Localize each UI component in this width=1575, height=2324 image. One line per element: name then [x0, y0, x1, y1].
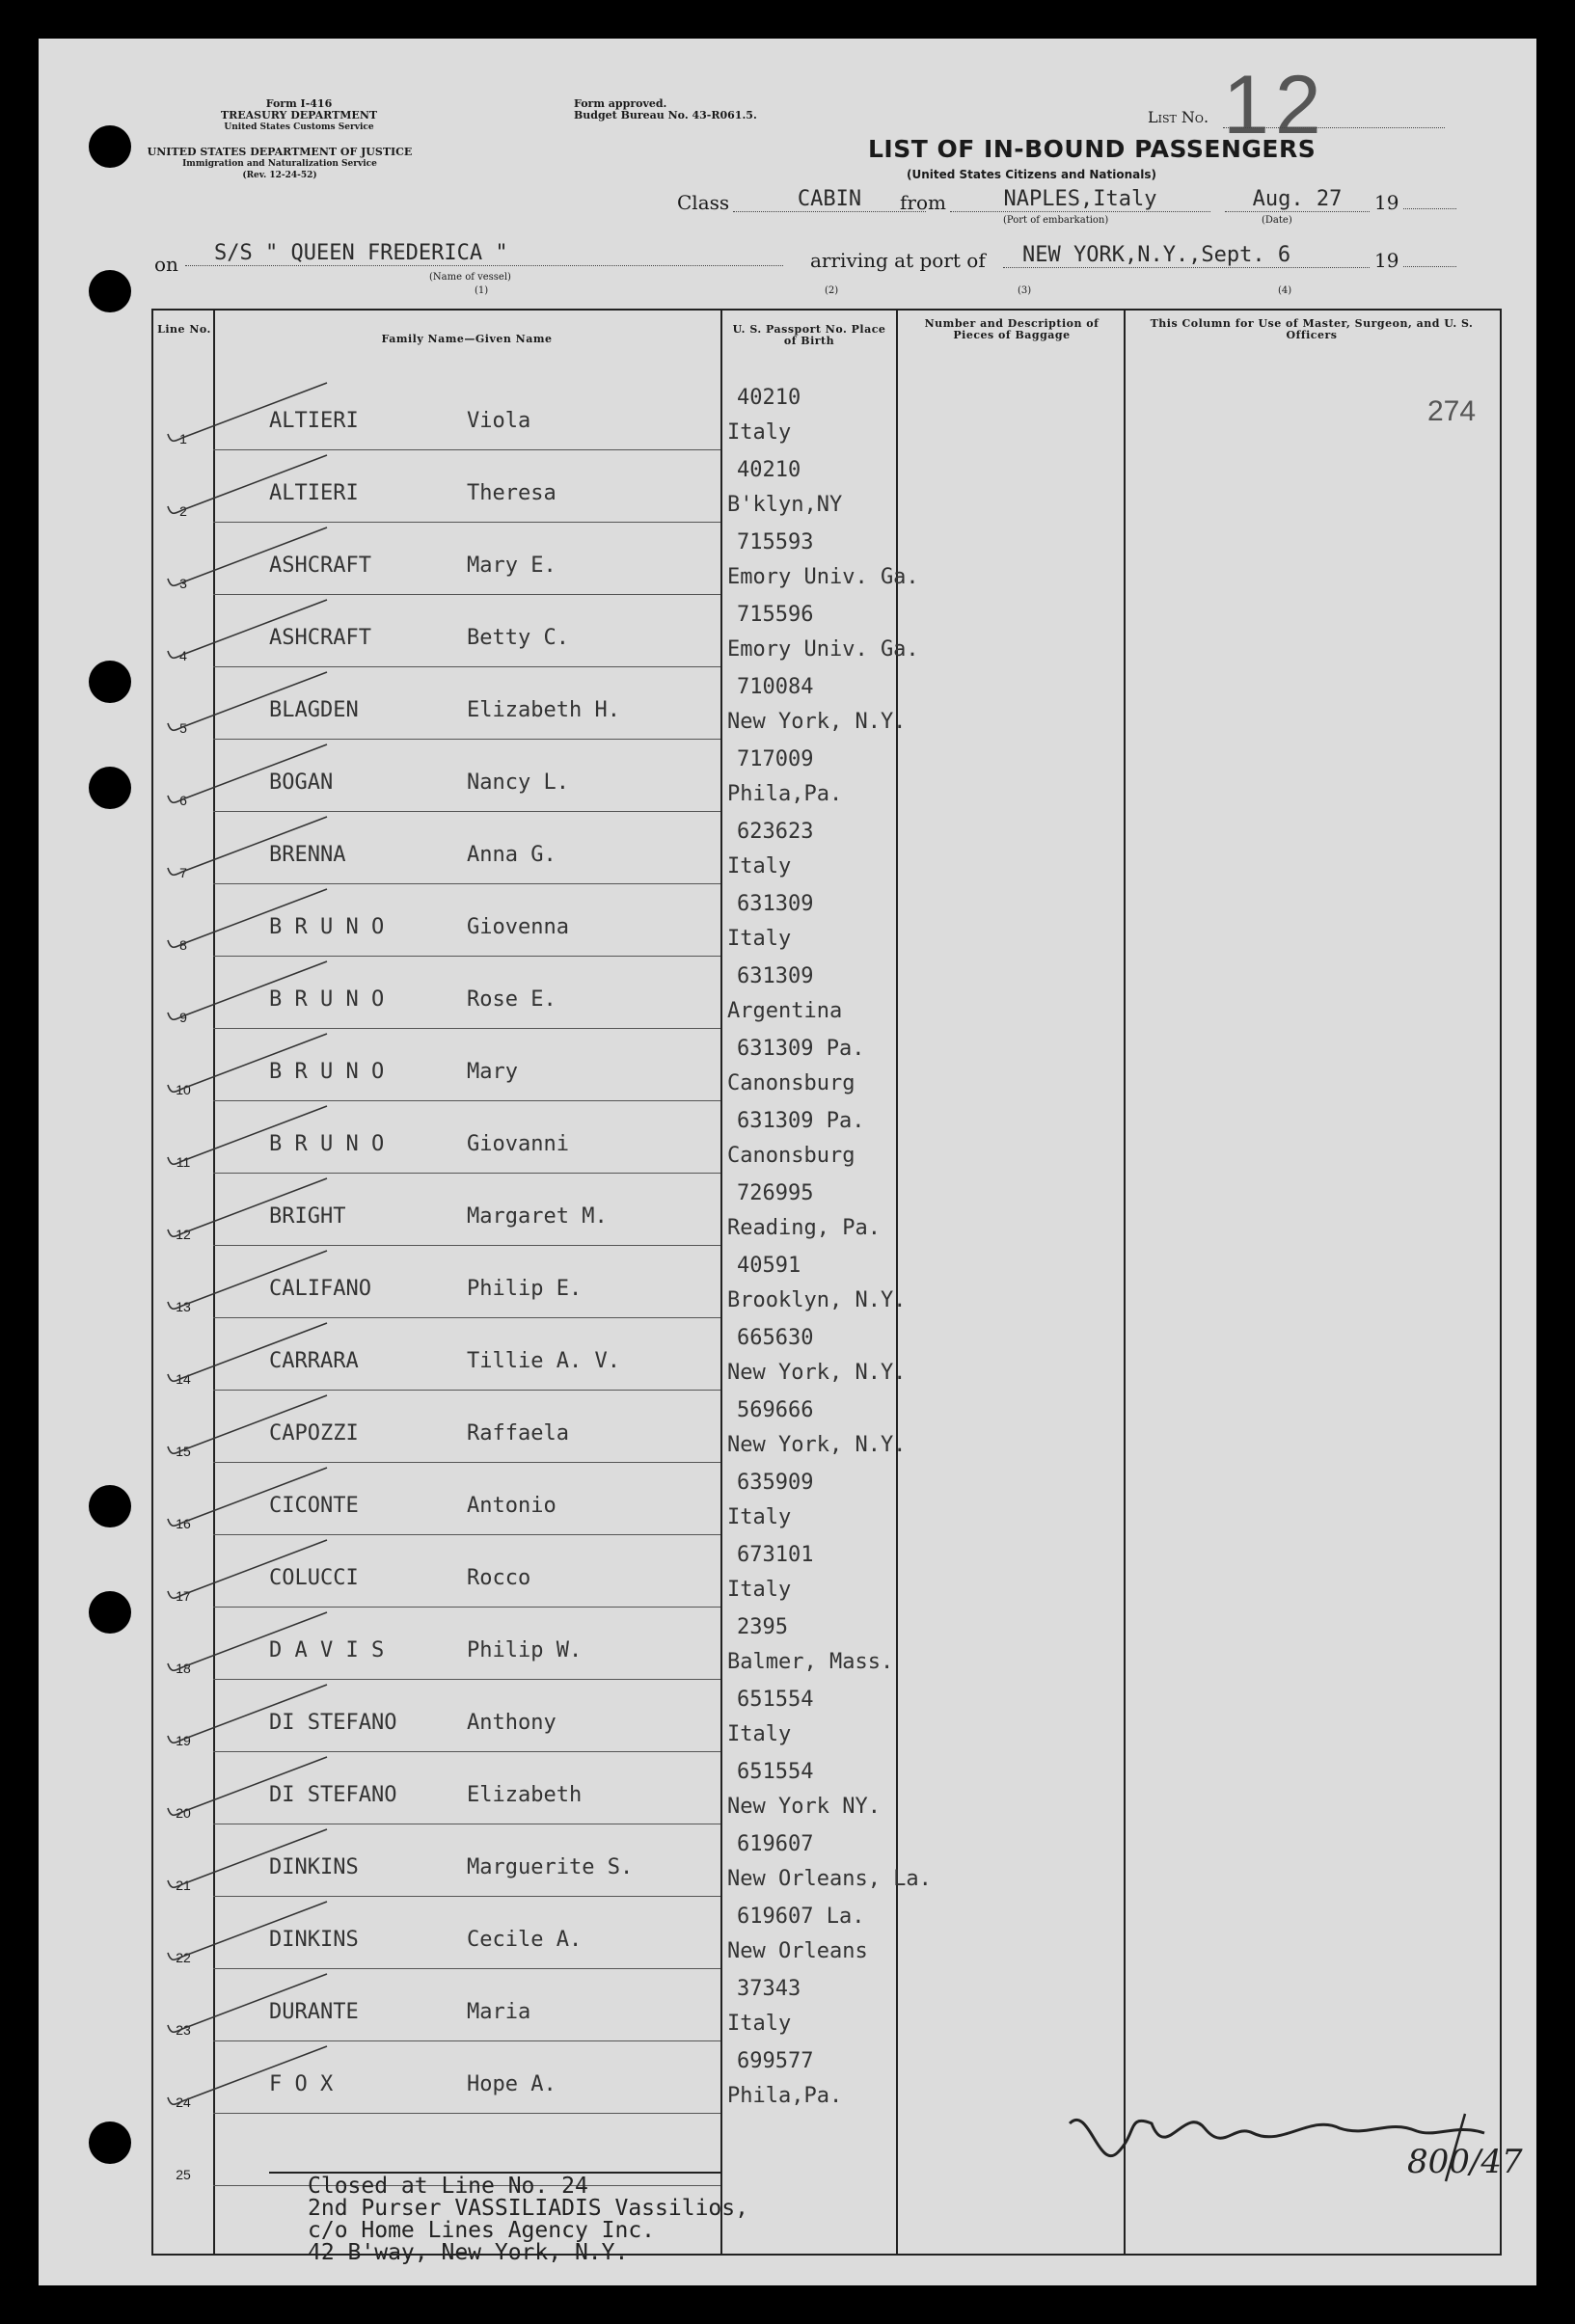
family-name: B R U N O	[269, 1132, 385, 1156]
punch-hole	[89, 1591, 131, 1634]
year-prefix: 19	[1374, 191, 1399, 214]
table-row	[153, 1029, 1500, 1101]
family-name: D A V I S	[269, 1638, 385, 1662]
given-name: Giovanni	[467, 1132, 569, 1156]
passport-number: 651554	[737, 1760, 814, 1784]
check-mark	[163, 812, 337, 879]
given-name: Elizabeth	[467, 1783, 583, 1807]
col-3-ref: (3)	[1018, 285, 1032, 296]
passport-number: 631309 Pa.	[737, 1037, 865, 1061]
check-mark	[163, 1824, 337, 1892]
arriving-label: arriving at port of	[810, 249, 986, 272]
place-of-birth: Argentina	[727, 999, 843, 1023]
col-header-passport: U. S. Passport No. Place of Birth	[732, 323, 886, 347]
family-name: ASHCRAFT	[269, 626, 371, 650]
passport-number: 726995	[737, 1181, 814, 1205]
check-mark	[163, 2041, 337, 2109]
closing-line-2: 2nd Purser VASSILIADIS Vassilios,	[308, 2196, 748, 2221]
place-of-birth: Italy	[727, 2012, 792, 2036]
table-row	[153, 957, 1500, 1029]
family-name: B R U N O	[269, 987, 385, 1012]
col-header-name: Family Name—Given Name	[381, 333, 553, 345]
check-mark	[163, 1391, 337, 1458]
budget-bureau: Budget Bureau No. 43-R061.5.	[574, 109, 757, 122]
family-name: DURANTE	[269, 2000, 359, 2024]
given-name: Cecile A.	[467, 1928, 583, 1952]
place-of-birth: Phila,Pa.	[727, 782, 843, 806]
check-mark	[163, 1608, 337, 1675]
table-row	[153, 1318, 1500, 1391]
check-mark	[163, 1246, 337, 1313]
line-number: 8	[179, 937, 187, 953]
ins-label: Immigration and Naturalization Service	[182, 159, 377, 169]
place-of-birth: Italy	[727, 1722, 792, 1746]
punch-hole	[89, 1485, 131, 1527]
given-name: Mary	[467, 1060, 518, 1084]
justice-dept: UNITED STATES DEPARTMENT OF JUSTICE	[147, 146, 413, 158]
place-of-birth: New Orleans	[727, 1939, 868, 1963]
table-row	[153, 667, 1500, 740]
place-of-birth: Italy	[727, 1505, 792, 1529]
place-of-birth: Brooklyn, N.Y.	[727, 1288, 907, 1312]
passport-number: 651554	[737, 1688, 814, 1712]
given-name: Tillie A. V.	[467, 1349, 620, 1373]
revision-label: (Rev. 12-24-52)	[242, 171, 317, 180]
family-name: CARRARA	[269, 1349, 359, 1373]
table-row	[153, 1174, 1500, 1246]
table-row	[153, 1101, 1500, 1174]
list-no-line	[1223, 127, 1445, 128]
list-no-label: List No.	[1148, 108, 1209, 126]
col-header-baggage: Number and Description of Pieces of Baggage	[924, 317, 1100, 341]
line-number: 18	[176, 1661, 191, 1676]
col-header-officers: This Column for Use of Master, Surgeon, and U. S. Officers	[1150, 317, 1474, 341]
given-name: Giovenna	[467, 915, 569, 939]
punch-hole	[89, 661, 131, 703]
treasury-dept: TREASURY DEPARTMENT	[220, 109, 378, 122]
passport-number: 673101	[737, 1543, 814, 1567]
handwritten-annotation: 800/47	[1407, 2143, 1523, 2181]
form-approved: Form approved.	[574, 97, 667, 110]
punch-hole	[89, 2121, 131, 2164]
place-of-birth: Balmer, Mass.	[727, 1650, 894, 1674]
passport-number: 619607	[737, 1832, 814, 1856]
line-number: 17	[176, 1588, 191, 1604]
embark-caption: (Port of embarkation)	[1003, 215, 1109, 226]
line-number: 21	[176, 1878, 191, 1893]
line-number: 6	[179, 793, 187, 808]
check-mark	[163, 884, 337, 952]
family-name: CAPOZZI	[269, 1421, 359, 1446]
closing-line-4: 42 B'way, New York, N.Y.	[308, 2240, 629, 2265]
line-number: 5	[179, 720, 187, 736]
vessel-caption: (Name of vessel)	[429, 272, 511, 283]
place-of-birth: New York, N.Y.	[727, 710, 907, 734]
table-row	[153, 450, 1500, 523]
table-row	[153, 595, 1500, 667]
family-name: DINKINS	[269, 1928, 359, 1952]
check-mark	[163, 1535, 337, 1603]
table-row	[153, 812, 1500, 884]
place-of-birth: Italy	[727, 927, 792, 951]
line-number: 12	[176, 1227, 191, 1242]
place-of-birth: Phila,Pa.	[727, 2084, 843, 2108]
line-number: 10	[176, 1082, 191, 1097]
punch-hole	[89, 767, 131, 809]
line-number: 7	[179, 865, 187, 880]
passport-number: 665630	[737, 1326, 814, 1350]
passport-number: 715593	[737, 530, 814, 554]
year-fill	[1403, 208, 1456, 209]
check-mark	[163, 450, 337, 518]
line-number: 19	[176, 1733, 191, 1748]
table-row	[153, 1824, 1500, 1897]
given-name: Philip E.	[467, 1277, 583, 1301]
check-mark	[163, 523, 337, 590]
check-mark	[163, 1318, 337, 1386]
given-name: Theresa	[467, 481, 557, 505]
family-name: ASHCRAFT	[269, 554, 371, 578]
arrival-port: NEW YORK,N.Y.,Sept. 6	[1003, 243, 1370, 268]
customs-service: United States Customs Service	[224, 122, 374, 132]
document-page	[39, 39, 1536, 2285]
page-title: LIST OF IN-BOUND PASSENGERS	[868, 135, 1317, 163]
passport-number: 2395	[737, 1615, 788, 1639]
given-name: Rocco	[467, 1566, 531, 1590]
line-number: 2	[179, 503, 187, 519]
form-id: Form I-416	[265, 97, 333, 110]
date-caption: (Date)	[1262, 215, 1292, 226]
family-name: B R U N O	[269, 1060, 385, 1084]
family-name: DI STEFANO	[269, 1711, 397, 1735]
table-row	[153, 1752, 1500, 1824]
given-name: Antonio	[467, 1494, 557, 1518]
family-name: BRIGHT	[269, 1204, 346, 1229]
family-name: DINKINS	[269, 1855, 359, 1879]
given-name: Philip W.	[467, 1638, 583, 1662]
on-label: on	[154, 253, 178, 276]
closing-line-3: c/o Home Lines Agency Inc.	[308, 2218, 656, 2243]
given-name: Elizabeth H.	[467, 698, 620, 722]
family-name: ALTIERI	[269, 481, 359, 505]
from-label: from	[900, 191, 946, 214]
given-name: Marguerite S.	[467, 1855, 634, 1879]
col-2-ref: (2)	[825, 285, 839, 296]
given-name: Betty C.	[467, 626, 569, 650]
check-mark	[163, 1752, 337, 1820]
line-number: 15	[176, 1444, 191, 1459]
col-4-ref: (4)	[1278, 285, 1292, 296]
line-number: 3	[179, 576, 187, 591]
table-row	[153, 1897, 1500, 1969]
check-mark	[163, 1174, 337, 1241]
table-row	[153, 378, 1500, 450]
page-subtitle: (United States Citizens and Nationals)	[907, 168, 1156, 181]
place-of-birth: New York, N.Y.	[727, 1361, 907, 1385]
passport-number: 40591	[737, 1254, 801, 1278]
given-name: Mary E.	[467, 554, 557, 578]
place-of-birth: Emory Univ. Ga.	[727, 637, 919, 662]
family-name: CALIFANO	[269, 1277, 371, 1301]
check-mark	[163, 957, 337, 1024]
table-row	[153, 740, 1500, 812]
place-of-birth: Italy	[727, 1578, 792, 1602]
check-mark	[163, 378, 337, 446]
family-name: ALTIERI	[269, 409, 359, 433]
table-row	[153, 1246, 1500, 1318]
family-name: F O X	[269, 2072, 334, 2096]
col-header-line: Line No.	[157, 323, 211, 336]
punch-hole	[89, 270, 131, 312]
given-name: Anna G.	[467, 843, 557, 867]
place-of-birth: B'klyn,NY	[727, 493, 843, 517]
place-of-birth: New York NY.	[727, 1795, 881, 1819]
passport-number: 715596	[737, 603, 814, 627]
line-number: 25	[176, 2167, 191, 2182]
check-mark	[163, 1969, 337, 2037]
vessel-name: S/S " QUEEN FREDERICA "	[185, 241, 783, 266]
year-prefix-2: 19	[1374, 249, 1399, 272]
passport-number: 623623	[737, 820, 814, 844]
date-value: Aug. 27	[1225, 187, 1370, 212]
line-number: 4	[179, 648, 187, 663]
passport-number: 631309	[737, 964, 814, 988]
passport-number: 710084	[737, 675, 814, 699]
given-name: Rose E.	[467, 987, 557, 1012]
given-name: Margaret M.	[467, 1204, 608, 1229]
table-row	[153, 1680, 1500, 1752]
place-of-birth: New Orleans, La.	[727, 1867, 932, 1891]
passport-number: 717009	[737, 747, 814, 771]
family-name: CICONTE	[269, 1494, 359, 1518]
check-mark	[163, 1897, 337, 1964]
given-name: Anthony	[467, 1711, 557, 1735]
given-name: Maria	[467, 2000, 531, 2024]
class-value: CABIN	[733, 187, 926, 212]
line-number: 22	[176, 1950, 191, 1965]
class-label: Class	[677, 191, 730, 214]
place-of-birth: Canonsburg	[727, 1144, 855, 1168]
line-number: 24	[176, 2094, 191, 2110]
margin-number: 274	[1427, 395, 1477, 427]
check-mark	[163, 1463, 337, 1530]
family-name: BLAGDEN	[269, 698, 359, 722]
family-name: BRENNA	[269, 843, 346, 867]
form-id-block	[183, 98, 415, 133]
given-name: Nancy L.	[467, 770, 569, 795]
place-of-birth: New York, N.Y.	[727, 1433, 907, 1457]
line-number: 23	[176, 2022, 191, 2038]
table-row	[153, 1608, 1500, 1680]
table-row	[153, 523, 1500, 595]
table-row	[153, 1391, 1500, 1463]
place-of-birth: Reading, Pa.	[727, 1216, 881, 1240]
table-row	[153, 884, 1500, 957]
passport-number: 635909	[737, 1471, 814, 1495]
given-name: Viola	[467, 409, 531, 433]
line-number: 1	[179, 431, 187, 446]
passport-number: 631309 Pa.	[737, 1109, 865, 1133]
check-mark	[163, 1101, 337, 1169]
table-row	[153, 1535, 1500, 1608]
closing-line-1: Closed at Line No. 24	[308, 2174, 588, 2199]
form-approved-block	[574, 98, 757, 122]
justice-block	[96, 147, 463, 181]
given-name: Hope A.	[467, 2072, 557, 2096]
place-of-birth: Italy	[727, 854, 792, 878]
passport-number: 619607 La.	[737, 1905, 865, 1929]
table-row	[153, 1463, 1500, 1535]
check-mark	[163, 595, 337, 662]
list-number: 12	[1223, 59, 1327, 151]
check-mark	[163, 667, 337, 735]
from-value: NAPLES,Italy	[950, 187, 1210, 212]
line-number: 16	[176, 1516, 191, 1531]
family-name: COLUCCI	[269, 1566, 359, 1590]
place-of-birth: Emory Univ. Ga.	[727, 565, 919, 589]
passport-number: 40210	[737, 458, 801, 482]
passport-number: 569666	[737, 1398, 814, 1422]
passport-number: 40210	[737, 386, 801, 410]
place-of-birth: Canonsburg	[727, 1071, 855, 1095]
passenger-table	[151, 309, 1523, 2265]
check-mark	[163, 1680, 337, 1747]
line-number: 20	[176, 1805, 191, 1821]
family-name: BOGAN	[269, 770, 334, 795]
place-of-birth: Italy	[727, 420, 792, 445]
given-name: Raffaela	[467, 1421, 569, 1446]
line-number: 14	[176, 1371, 191, 1387]
line-number: 9	[179, 1010, 187, 1025]
table-row	[153, 1969, 1500, 2041]
line-number: 13	[176, 1299, 191, 1314]
year-fill-2	[1403, 266, 1456, 267]
passport-number: 699577	[737, 2049, 814, 2073]
family-name: B R U N O	[269, 915, 385, 939]
family-name: DI STEFANO	[269, 1783, 397, 1807]
check-mark	[163, 740, 337, 807]
check-mark	[163, 1029, 337, 1096]
line-number: 11	[176, 1154, 191, 1170]
passport-number: 631309	[737, 892, 814, 916]
col-1-ref: (1)	[475, 285, 489, 296]
passport-number: 37343	[737, 1977, 801, 2001]
